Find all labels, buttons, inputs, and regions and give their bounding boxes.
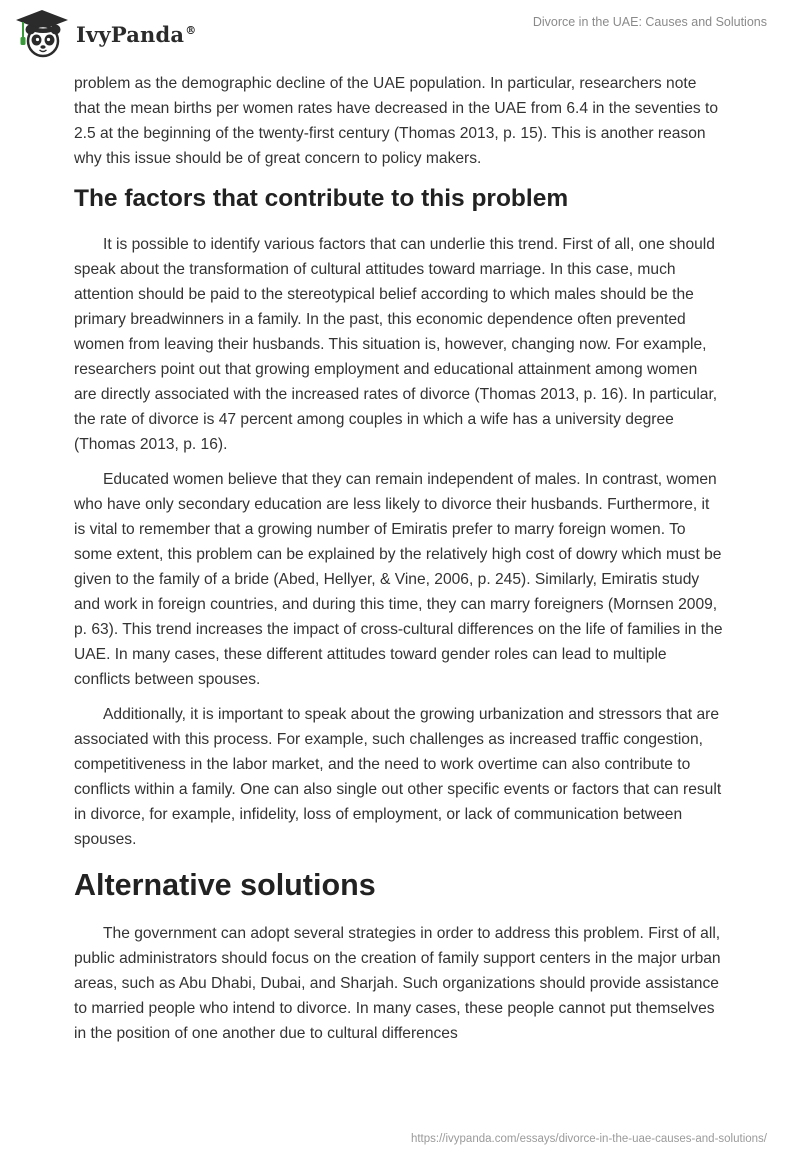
panda-graduate-icon <box>14 8 70 60</box>
page-header <box>0 0 800 70</box>
brand-name: IvyPanda® <box>76 21 197 47</box>
paragraph-intro: problem as the demographic decline of the UAE population. In particular, researchers note that the mean births per women rates have decreased in the UAE from 6.4 in the seventies to 2.5 at the beginning of the twenty-first century (Thomas 2013, p. 15). This is another reason why this issue should be of great concern to policy makers. <box>74 75 719 167</box>
paragraph-factors-2: Educated women believe that they can remain independent of males. In contrast, women who have only secondary education are less likely to divorce their husbands. Furthermore, it is vital to remember that a growing number of Emiratis prefer to marry foreign women. To some extent, this problem can be explained by the relatively high cost of dowry which must be given to the family of a bride (Abed, Hellyer, & Vine, 2006, p. 245). Similarly, Emiratis study and work in foreign countries, and during this time, they can marry foreigners (Mornsen 2009, p. 63). This trend increases the impact of cross-cultural differences on the life of families in the UAE. In many cases, these different attitudes toward gender roles can lead to multiple conflicts between spouses. <box>74 471 723 688</box>
brand-logo[interactable] <box>14 8 196 60</box>
heading-solutions: Alternative solutions <box>74 868 376 902</box>
essay-body <box>74 71 724 1056</box>
paragraph-factors-1: It is possible to identify various factors that can underlie this trend. First of all, one should speak about the transformation of cultural attitudes toward marriage. In this case, much attention should be paid to the stereotypical belief according to which males should be the primary breadwinners in a family. In the past, this economic dependence often prevented women from leaving their husbands. This situation is, however, changing now. For example, researchers point out that growing employment and educational attainment among women are directly associated with the increased rates of divorce (Thomas 2013, p. 16). In particular, the rate of divorce is 47 percent among couples in which a wife has a university degree (Thomas 2013, p. 16). <box>74 236 718 453</box>
paragraph-factors-3: Additionally, it is important to speak about the growing urbanization and stressors that are associated with this process. For example, such challenges as increased traffic congestion, competitiveness in the labor market, and the need to work overtime can also contribute to conflicts within a family. One can also single out other specific events or factors that can result in divorce, for example, infidelity, loss of employment, or lack of communication between spouses. <box>74 706 722 848</box>
paragraph-solutions-1: The government can adopt several strategies in order to address this problem. First of all, public administrators should focus on the creation of family support centers in the major urban areas, such as Abu Dhabi, Dubai, and Sharjah. Such organizations should provide assistance to married people who intend to divorce. In many cases, these people cannot put themselves in the position of one another due to cultural differences <box>74 925 721 1042</box>
document-title: Divorce in the UAE: Causes and Solutions <box>532 15 767 29</box>
registered-mark: ® <box>185 23 197 37</box>
source-url[interactable]: https://ivypanda.com/essays/divorce-in-the-uae-causes-and-solutions/ <box>410 1133 767 1145</box>
heading-factors: The factors that contribute to this problem <box>74 185 569 212</box>
